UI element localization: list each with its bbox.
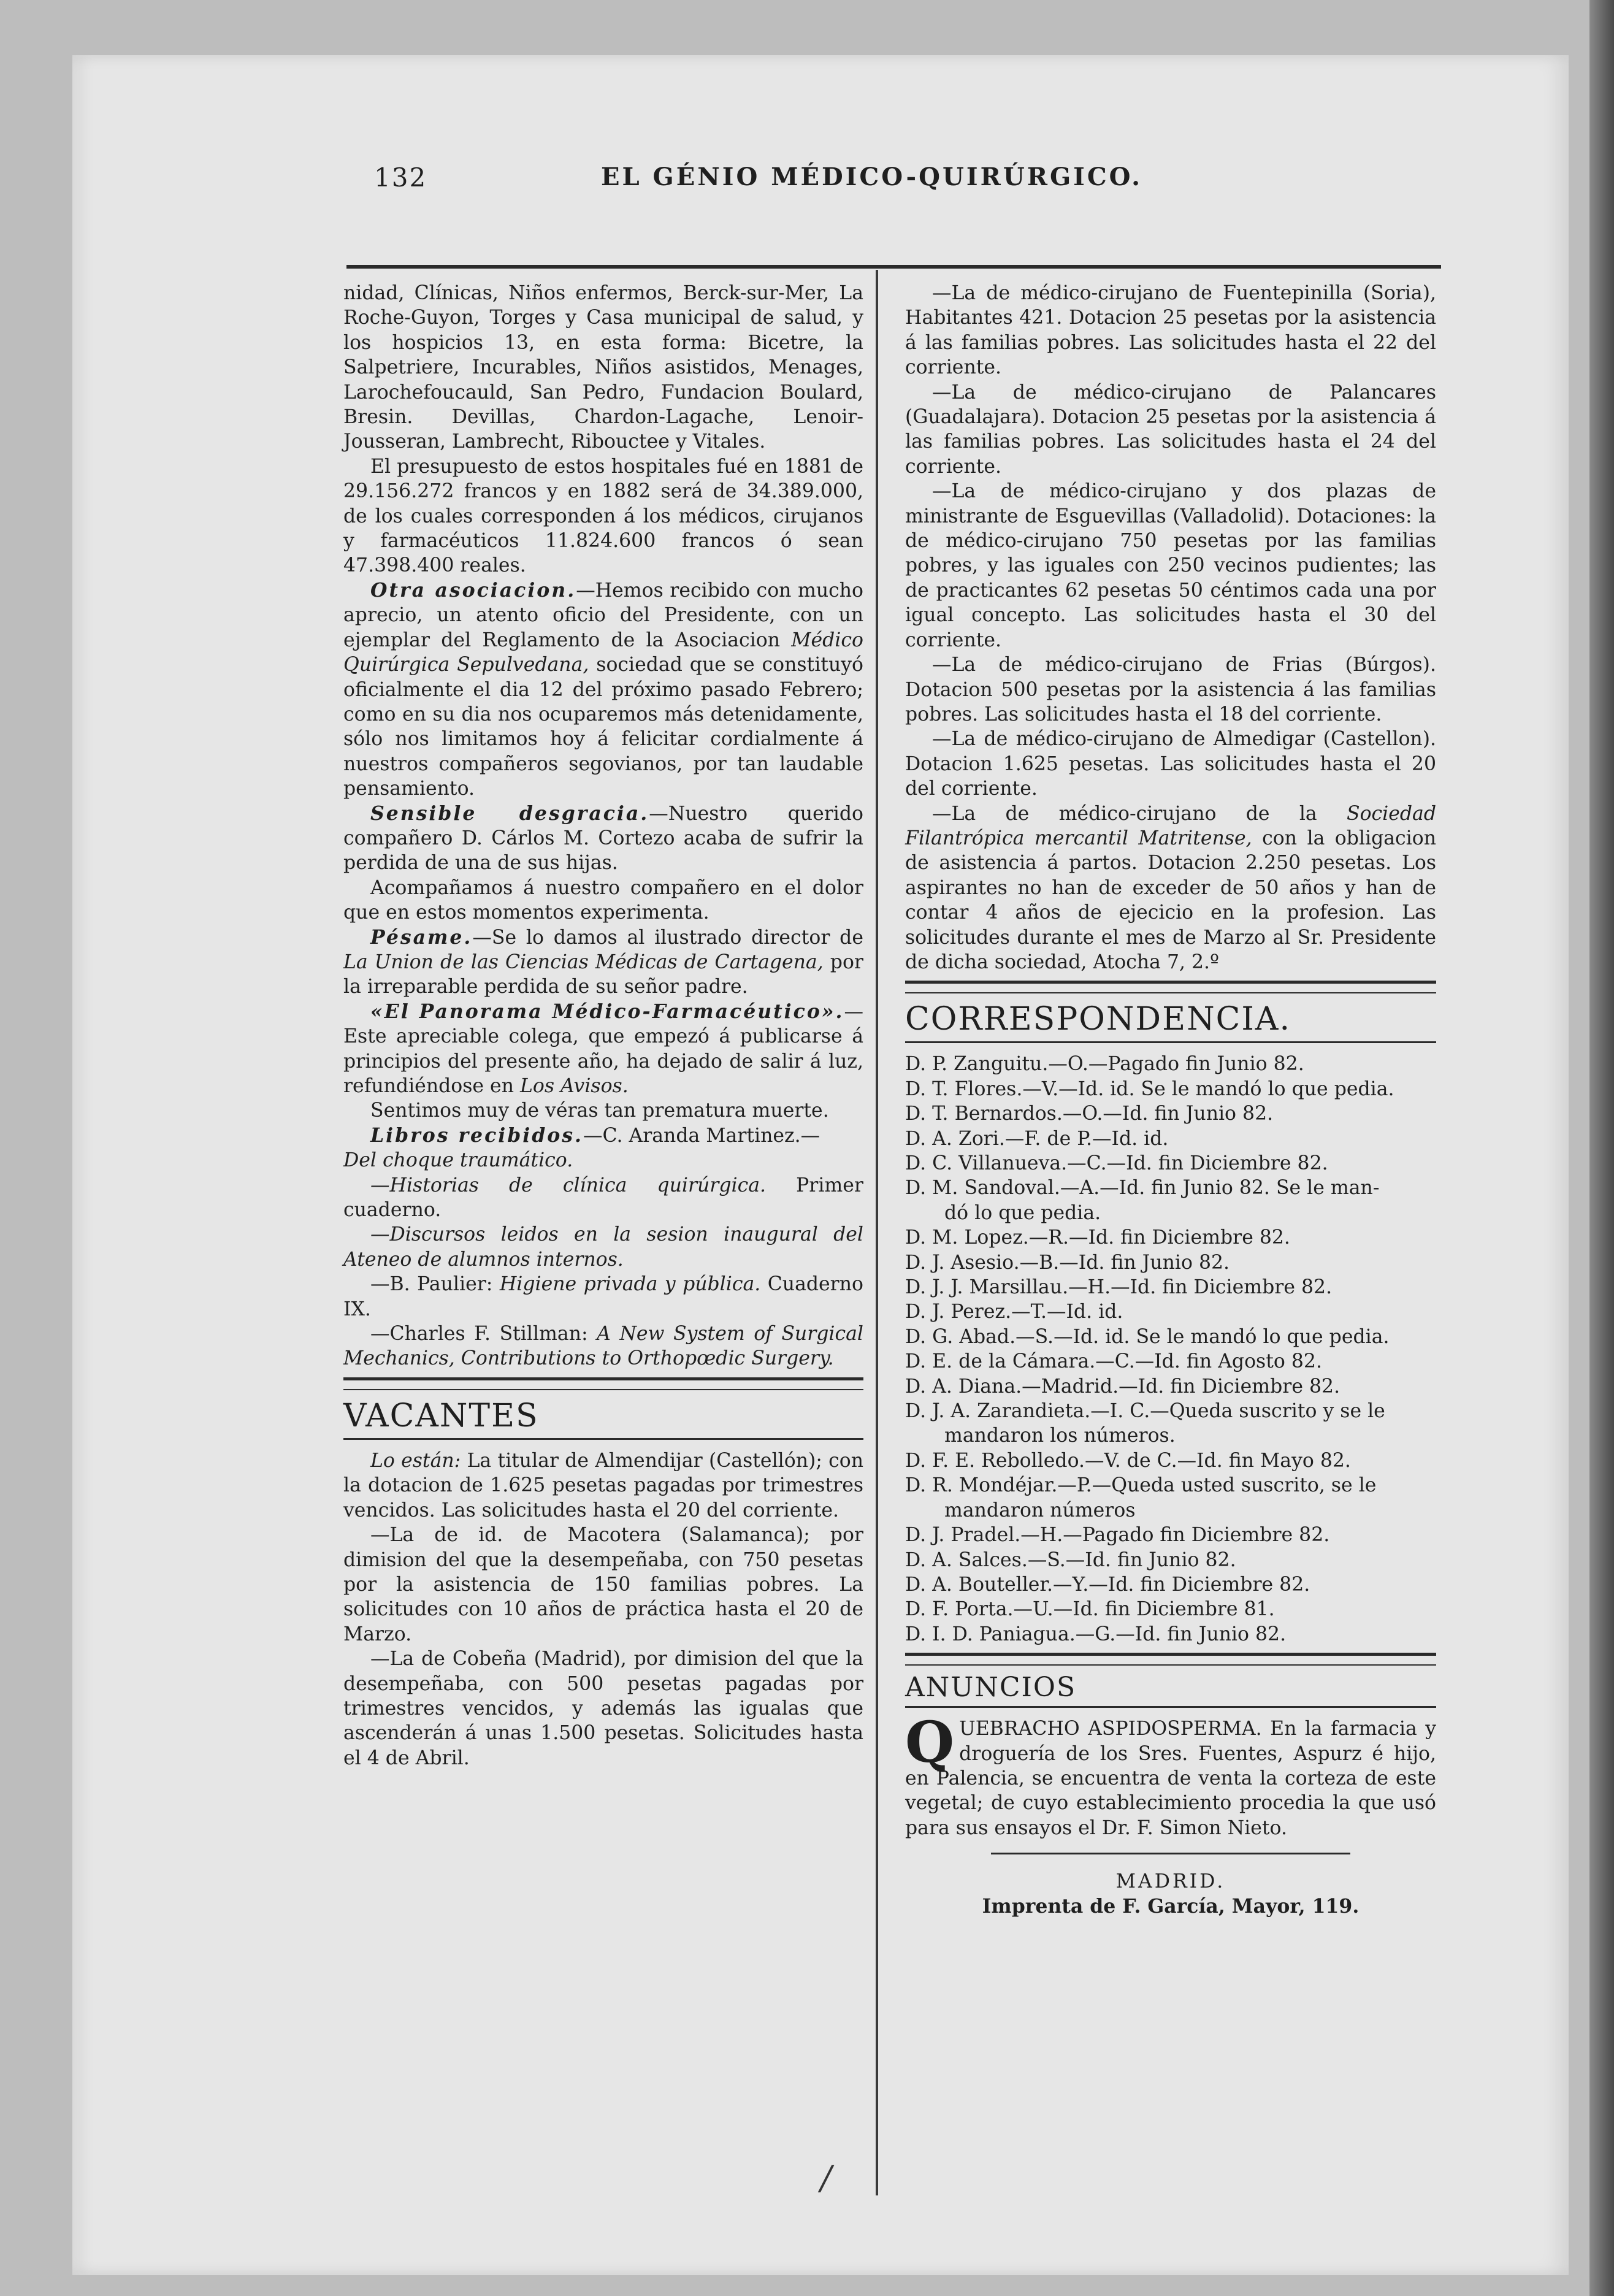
header-rule [346,265,1441,269]
pesame-italic: La Union de las Ciencias Médicas de Cartagena, [343,951,824,973]
paulier-paragraph [343,1272,863,1322]
asociacion-heading: Otra asociacion. [370,578,576,602]
asociacion-text-2: sociedad que se constituyó oficialmente el dia 12 del próximo pasado Febrero; como en su dia nos ocuparemos más detenidamente, sólo nos limitamos hoy á felicitar cordialmente á nuestros compañeros segovianos, por tan laudable pensamiento. [343,654,863,800]
list-item: D. A. Diana.—Madrid.—Id. fin Diciembre 82. [905,1375,1341,1398]
libros-heading: Libros recibidos. [370,1123,583,1147]
imprint-printer: Imprenta de F. García, Mayor, 119. [982,1894,1360,1918]
sentimos-paragraph: Sentimos muy de véras tan prematura muerte. [370,1100,829,1122]
list-item: D. G. Abad.—S.—Id. id. Se le mandó lo que pedia. [905,1325,1390,1348]
imprint-rule [991,1853,1350,1854]
libros-text: —C. Aranda Martinez.— [583,1124,820,1147]
list-item-continuation: mandaron los números. [944,1425,1176,1447]
anuncio-text: UEBRACHO ASPIDOSPERMA. En la farmacia y droguería de los Sres. Fuentes, Aspurz é hijo, en Palencia, se encuentra de venta la corteza de este vegetal; de cuyo establecimiento procedia la que usó para sus ensayos el Dr. F. Simon Nieto. [905,1718,1436,1839]
column-divider [876,270,878,2195]
ink-mark: / [820,2159,832,2197]
vacante-frias: —La de médico-cirujano de Frias (Búrgos). Dotacion 500 pesetas por la asistencia á las familias pobres. Las solicitudes hasta el 18 del corriente. [905,654,1436,725]
vacante-almendijar [343,1448,863,1523]
left-column [343,281,863,1770]
pesame-text-2: por la irreparable perdida de su señor padre. [343,951,863,998]
desgracia-text: —Nuestro querido compañero D. Cárlos M. Cortezo acaba de sufrir la perdida de una de sus hijas. [343,802,863,874]
paulier-text-1: —B. Paulier: [370,1273,500,1296]
list-item: D. E. de la Cámara.—C.—Id. fin Agosto 82. [905,1350,1322,1373]
panorama-italic: Los Avisos. [520,1075,629,1097]
vacante-sociedad-text-1: —La de médico-cirujano de la [932,802,1347,825]
desgracia-paragraph [343,802,863,876]
correspondencia-rule [905,981,1436,993]
list-item: D. J. Asesio.—B.—Id. fin Junio 82. [905,1251,1230,1274]
panorama-text: —Este apreciable colega, que empezó á publicarse á principios del presente año, ha dejado de salir á luz, refundiéndose en [343,1000,863,1097]
libros-line-2 [343,1173,863,1223]
anuncios-rule [905,1653,1436,1666]
panorama-heading: «El Panorama Médico-Farmacéutico». [370,1000,844,1023]
asociacion-italic: Médico Quirúrgica Sepulvedana, [343,629,863,676]
page-header [270,156,1435,212]
desgracia-heading: Sensible desgracia. [370,802,649,825]
scan-edge [1589,0,1614,2296]
list-item: D. A. Salces.—S.—Id. fin Junio 82. [905,1548,1236,1571]
vacante-palancares: —La de médico-cirujano de Palancares (Guadalajara). Dotacion 25 pesetas por la asistencia á las familias pobres. Las solicitudes hasta el 24 del corriente. [905,381,1436,478]
list-item: D. C. Villanueva.—C.—Id. fin Diciembre 82. [905,1152,1328,1174]
list-item: D. I. D. Paniagua.—G.—Id. fin Junio 82. [905,1623,1287,1645]
anuncios-title: ANUNCIOS [905,1672,1077,1704]
libros-text-2: Primer cuaderno. [343,1174,863,1222]
page-number: 132 [374,163,427,193]
list-item: D. M. Lopez.—R.—Id. fin Diciembre 82. [905,1226,1290,1249]
libros-italic-1: Del choque traumático. [343,1149,573,1172]
correspondencia-list [905,1052,1436,1647]
list-item: D. F. Porta.—U.—Id. fin Diciembre 81. [905,1598,1275,1621]
anuncios-underline [905,1706,1436,1708]
vacantes-underline [343,1438,863,1440]
pesame-text-1: —Se lo damos al ilustrado director de [472,926,863,949]
vacante-sociedad-text-2: con la obligacion de asistencia á partos. Dotacion 2.250 pesetas. Los aspirantes no han de exceder de 50 años y han de contar 4 años de ejecicio en la profesion. Las solicitudes durante el mes de Marzo al Sr. Presidente de dicha sociedad, Atocha 7, 2.º [905,827,1436,973]
list-item: D. J. Perez.—T.—Id. id. [905,1301,1123,1323]
imprint [905,1869,1436,1919]
vacante-almendijar-text: La titular de Almendijar (Castellón); con la dotacion de 1.625 pesetas pagadas por trimestres vencidos. Las solicitudes hasta el 20 del corriente. [343,1449,863,1521]
list-item: D. A. Bouteller.—Y.—Id. fin Diciembre 82. [905,1573,1310,1596]
list-item: D. T. Flores.—V.—Id. id. Se le mandó lo que pedia. [905,1077,1394,1100]
stillman-text: —Charles F. Stillman: [370,1323,597,1345]
vacantes-title: VACANTES [343,1397,539,1434]
list-item: D. J. J. Marsillau.—H.—Id. fin Diciembre 82. [905,1276,1333,1299]
list-item: D. R. Mondéjar.—P.—Queda usted suscrito, se le [905,1474,1377,1497]
right-column [905,281,1436,1919]
pesame-heading: Pésame. [370,925,473,949]
vacante-macotera: —La de id. de Macotera (Salamanca); por dimision del que la desempeñaba, con 750 pesetas por la asistencia de 150 familias pobres. La solicitudes con 10 años de práctica hasta el 20 de Marzo. [343,1524,863,1645]
list-item: D. A. Zori.—F. de P.—Id. id. [905,1127,1169,1150]
correspondencia-underline [905,1041,1436,1043]
stillman-paragraph [343,1322,863,1371]
budget-paragraph: El presupuesto de estos hospitales fué en 1881 de 29.156.272 francos y en 1882 será de 34.389.000, de los cuales corresponden á los médicos, cirujanos y farmacéuticos 11.824.600 francos ó sean 47.398.400 reales. [343,455,863,577]
list-item: D. P. Zanguitu.—O.—Pagado fin Junio 82. [905,1053,1304,1076]
hospitals-paragraph: nidad, Clínicas, Niños enfermos, Berck-sur-Mer, La Roche-Guyon, Torges y Casa municipal de salud, y los hospicios 13, en esta forma: Bicetre, la Salpetriere, Incurables, Niños asistidos, Menages, Larochefoucauld, San Pedro, Fundacion Boulard, Bresin. Devillas, Chardon-Lagache, Lenoir-Jousseran, Lambrecht, Ribouctee y Vitales. [343,282,863,453]
paulier-italic: Higiene privada y pública. [499,1273,761,1296]
asociacion-paragraph [343,578,863,802]
anuncio-dropcap: Q [905,1709,955,1776]
panorama-paragraph [343,1000,863,1099]
list-item: D. T. Bernardos.—O.—Id. fin Junio 82. [905,1103,1274,1125]
paulier-text-2: Cuaderno IX. [343,1273,863,1320]
imprint-city: MADRID. [1115,1870,1226,1893]
asociacion-text-1: —Hemos recibido con mucho aprecio, un atento oficio del Presidente, con un ejemplar del Reglamento de la Asociacion [343,579,863,651]
acompanamos-paragraph: Acompañamos á nuestro compañero en el dolor que en estos momentos experimenta. [343,876,863,924]
correspondencia-title: CORRESPONDENCIA. [905,1001,1291,1038]
running-title: EL GÉNIO MÉDICO-QUIRÚRGICO. [601,163,1143,191]
vacantes-rule [343,1377,863,1390]
list-item-continuation: dó lo que pedia. [944,1201,1101,1224]
pesame-paragraph [343,925,863,1000]
list-item: D. M. Sandoval.—A.—Id. fin Junio 82. Se le man- [905,1177,1380,1200]
vacante-esguevillas: —La de médico-cirujano y dos plazas de ministrante de Esguevillas (Valladolid). Dotaciones: la de médico-cirujano 750 pesetas por las familias pobres, y las iguales con 250 vecinos pudientes; las de practicantes 62 pesetas 50 céntimos cada una por igual concepto. Las solicitudes hasta el 30 del corriente. [905,480,1436,651]
libros-paragraph [343,1123,863,1173]
vacante-fuentepinilla: —La de médico-cirujano de Fuentepinilla (Soria), Habitantes 421. Dotacion 25 pesetas por la asistencia á las familias pobres. Las solicitudes hasta el 22 del corriente. [905,282,1436,379]
vacante-intro: Lo están: [370,1449,461,1472]
vacante-sociedad-italic: Sociedad Filantrópica mercantil Matritense, [905,802,1436,849]
list-item-continuation: mandaron números [944,1499,1136,1521]
list-item: D. F. E. Rebolledo.—V. de C.—Id. fin Mayo 82. [905,1449,1351,1472]
stillman-italic: A New System of Surgical Mechanics, Contributions to Orthopœdic Surgery. [343,1323,863,1370]
vacante-cobena: —La de Cobeña (Madrid), por dimision del que la desempeñaba, con 500 pesetas pagadas por trimestres vencidos, y además las igualas que ascenderán á unas 1.500 pesetas. Solicitudes hasta el 4 de Abril. [343,1648,863,1769]
list-item: D. J. A. Zarandieta.—I. C.—Queda suscrito y se le [905,1400,1385,1423]
vacante-sociedad [905,802,1436,975]
libros-line-3: —Discursos leidos en la sesion inaugural del Ateneo de alumnos internos. [343,1223,863,1271]
libros-italic-2: —Historias de clínica quirúrgica. [370,1174,767,1196]
vacante-almedigar: —La de médico-cirujano de Almedigar (Castellon). Dotacion 1.625 pesetas. Las solicitudes hasta el 20 del corriente. [905,728,1436,800]
anuncio-quebracho [905,1709,1436,1840]
list-item: D. J. Pradel.—H.—Pagado fin Diciembre 82. [905,1524,1330,1547]
